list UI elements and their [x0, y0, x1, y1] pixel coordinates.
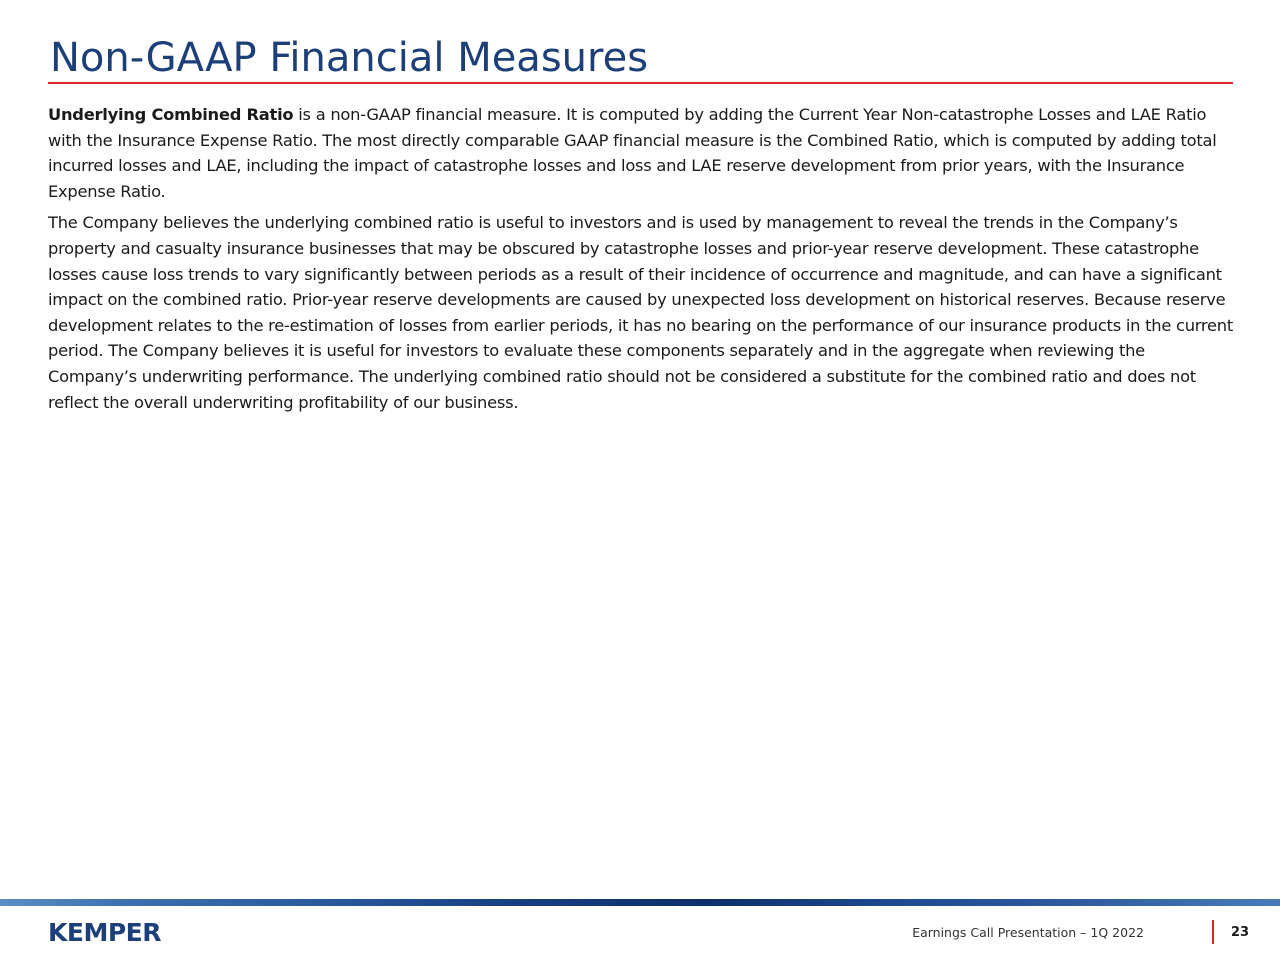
slide-body	[48, 102, 1238, 421]
page-title: Non-GAAP Financial Measures	[50, 35, 649, 81]
paragraph-definition	[48, 102, 1238, 204]
presentation-label: Earnings Call Presentation – 1Q 2022	[912, 925, 1144, 940]
page-number: 23	[1231, 925, 1250, 940]
defined-term: Underlying Combined Ratio	[48, 105, 294, 124]
footer-bar	[0, 899, 1280, 906]
logo-wordmark: KEMPER	[48, 918, 161, 947]
title-underline	[48, 82, 1233, 84]
kemper-logo	[48, 919, 161, 947]
footer-divider	[1212, 920, 1214, 944]
definition-text: is a non-GAAP financial measure. It is computed by adding the Current Year Non-catastrophe Losses and LAE Ratio with the Insurance Expense Ratio. The most directly comparable GAAP financial measure is the Combined Ratio, which is computed by adding total incurred losses and LAE, including the impact of catastrophe losses and loss and LAE reserve development from prior years, with the Insurance Expense Ratio.	[48, 105, 1217, 201]
paragraph-rationale: The Company believes the underlying combined ratio is useful to investors and is used by management to reveal the trends in the Company’s property and casualty insurance businesses that may be obscured by catastrophe losses and prior-year reserve development. These catastrophe losses cause loss trends to vary significantly between periods as a result of their incidence of occurrence and magnitude, and can have a significant impact on the combined ratio. Prior-year reserve developments are caused by unexpected loss development on historical reserves. Because reserve development relates to the re-estimation of losses from earlier periods, it has no bearing on the performance of our insurance products in the current period. The Company believes it is useful for investors to evaluate these components separately and in the aggregate when reviewing the Company’s underwriting performance. The underlying combined ratio should not be considered a substitute for the combined ratio and does not reflect the overall underwriting profitability of our business.	[48, 213, 1233, 412]
